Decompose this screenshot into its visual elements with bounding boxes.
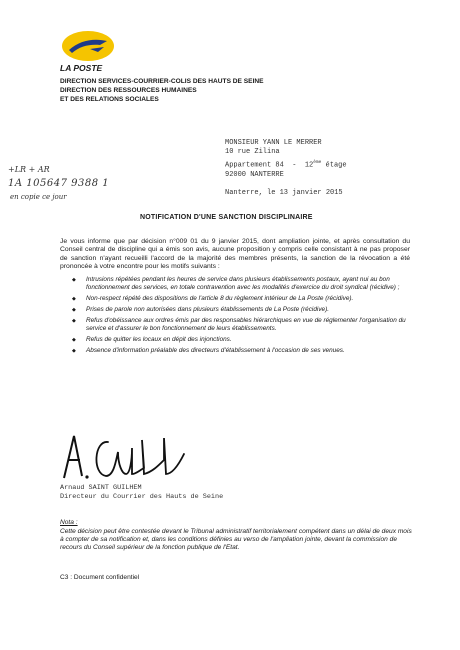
motif-text: Non-respect répété des dispositions de l'article 8 du règlement intérieur de La Poste (récidive). <box>86 295 354 303</box>
motif-text: Prises de parole non autorisées dans plusieurs établissements de La Poste (récidive). <box>86 306 329 314</box>
signatory-role: Directeur du Courrier des Hauts de Seine <box>60 492 224 501</box>
recipient-apt: Appartement 84 <box>225 161 284 170</box>
direction-line: ET DES RELATIONS SOCIALES <box>60 96 159 103</box>
note-label: Nota : <box>60 519 78 526</box>
list-item <box>72 306 412 314</box>
recipient-street: 10 rue Zilina <box>225 148 280 157</box>
recipient-city: 92000 NANTERRE <box>225 170 284 179</box>
floor-number: 12 <box>304 161 314 170</box>
confidential-footer: C3 : Document confidentiel <box>60 574 140 581</box>
list-item <box>72 276 412 293</box>
handwritten-signature <box>60 430 190 485</box>
list-item <box>72 295 412 303</box>
bullet-icon: ◆ <box>72 348 76 355</box>
recipient-name: MONSIEUR YANN LE MERRER <box>225 139 322 147</box>
bullet-icon: ◆ <box>72 337 76 344</box>
date-line: Nanterre, le 13 janvier 2015 <box>225 189 343 197</box>
signatory-name: Arnaud SAINT GUILHEM <box>60 484 142 492</box>
bullet-icon: ◆ <box>72 277 76 283</box>
motif-text: Intrusions répétées pendant les heures de service dans plusieurs établissements postaux, ayant nui au bon fonctionnement des services, en totale contravention avec les modalités d'exercice du droit syndical (récidive) ; <box>86 276 400 292</box>
note-text: Cette décision peut être contestée devant le Tribunal administratif territorialement compétent dans un délai de deux mois à compter de sa notification et, dans les conditions définies au verso de l'ampliation jointe, devant la commission de recours du Conseil supérieur de la fonction publique de l'Etat. <box>60 528 412 552</box>
bullet-icon: ◆ <box>72 307 76 314</box>
motif-text: Absence d'information préalable des directeurs d'établissement à l'occasion de ses venues. <box>86 347 345 355</box>
intro-paragraph: Je vous informe que par décision n°009 01 du 9 janvier 2015, dont ampliation jointe, et après consultation du Conseil central de discipline qui a émis son avis, aucune proposition y compris celle consistant à ne pas proposer de sanction n'ayant recueilli l'accord de la majorité des membres présents, la sanction de la révocation a été prononcée à votre encontre pour les motifs suivants : <box>60 238 410 270</box>
document-title: NOTIFICATION D'UNE SANCTION DISCIPLINAIRE <box>140 214 313 221</box>
direction-line: DIRECTION SERVICES-COURRIER-COLIS DES HAUTS DE SEINE <box>60 78 264 85</box>
list-item <box>72 317 412 334</box>
brand-name: LA POSTE <box>60 63 103 73</box>
handwritten-copy-note: en copie ce jour <box>10 193 67 201</box>
floor-suffix: ème <box>313 159 322 165</box>
bullet-icon: ◆ <box>72 296 76 303</box>
motif-text: Refus de quitter les locaux en dépit des injonctions. <box>86 336 232 344</box>
recipient-apartment-line: Appartement 84 - 12ème étage <box>225 159 347 170</box>
recipient-address <box>225 139 347 180</box>
list-item <box>72 347 412 355</box>
bullet-icon: ◆ <box>72 317 76 324</box>
floor-word: étage <box>325 161 347 170</box>
handwritten-tracking-number: 1A 105647 9388 1 <box>8 178 110 189</box>
handwritten-note-lr-ar: +LR + AR <box>8 165 50 174</box>
signatory-block <box>60 484 223 501</box>
list-item <box>72 336 412 344</box>
direction-block <box>60 77 264 104</box>
la-poste-logo <box>60 28 116 64</box>
direction-line: DIRECTION DES RESSOURCES HUMAINES <box>60 87 197 94</box>
motif-text: Refus d'obéissance aux ordres émis par des responsables hiérarchiques en vue de réglementer l'organisation du service et d'assurer le bon fonctionnement de leurs établissements. <box>86 316 406 333</box>
motifs-list <box>72 276 412 358</box>
